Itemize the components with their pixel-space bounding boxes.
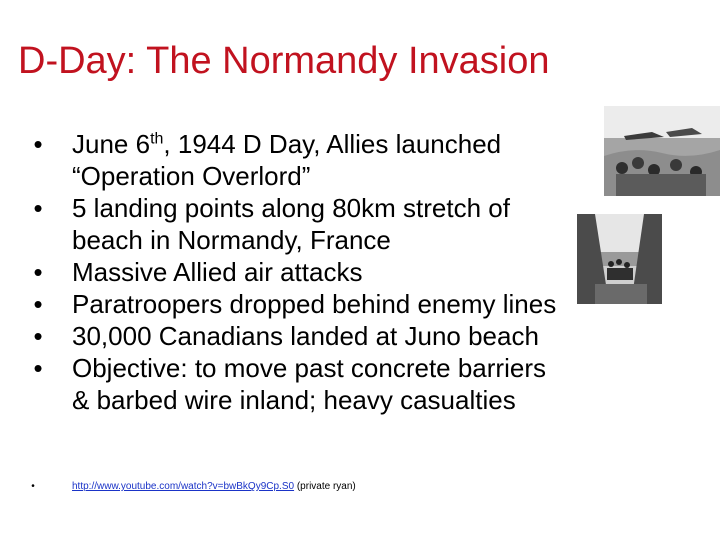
bullet-text: , 1944 D Day, Allies launched xyxy=(163,129,502,159)
bullet-glyph: • xyxy=(33,129,43,159)
list-item xyxy=(28,128,708,192)
bullet-text: 30,000 Canadians landed at Juno beach xyxy=(72,321,539,351)
superscript: th xyxy=(150,130,164,148)
list-item xyxy=(28,288,708,320)
bullet-text: Objective: to move past concrete barriers xyxy=(72,353,546,383)
bullet-text: Massive Allied air attacks xyxy=(72,257,363,287)
bullet-glyph: • xyxy=(33,257,43,287)
bullet-glyph: • xyxy=(33,193,43,223)
bullet-glyph: • xyxy=(31,481,35,492)
bullet-text-line-2: & barbed wire inland; heavy casualties xyxy=(72,385,516,415)
bullet-text: Paratroopers dropped behind enemy lines xyxy=(72,289,557,319)
bullet-text: 5 landing points along 80km stretch of xyxy=(72,193,510,223)
bullet-glyph: • xyxy=(33,289,43,319)
slide-title: D-Day: The Normandy Invasion xyxy=(18,40,550,82)
list-item xyxy=(28,352,708,416)
list-item xyxy=(28,192,708,256)
bullet-text-line-2: beach in Normandy, France xyxy=(72,225,391,255)
list-item xyxy=(28,320,708,352)
bullet-glyph: • xyxy=(33,353,43,383)
footer-link-item xyxy=(28,480,356,494)
youtube-link[interactable]: http://www.youtube.com/watch?v=bwBkQy9Cp.S0 xyxy=(72,481,295,492)
bullet-list xyxy=(28,128,708,416)
link-note: (private ryan) xyxy=(296,481,356,492)
bullet-text-line-2: “Operation Overlord” xyxy=(72,161,311,191)
bullet-glyph: • xyxy=(33,321,43,351)
bullet-text: June 6 xyxy=(72,129,151,159)
list-item xyxy=(28,256,708,288)
